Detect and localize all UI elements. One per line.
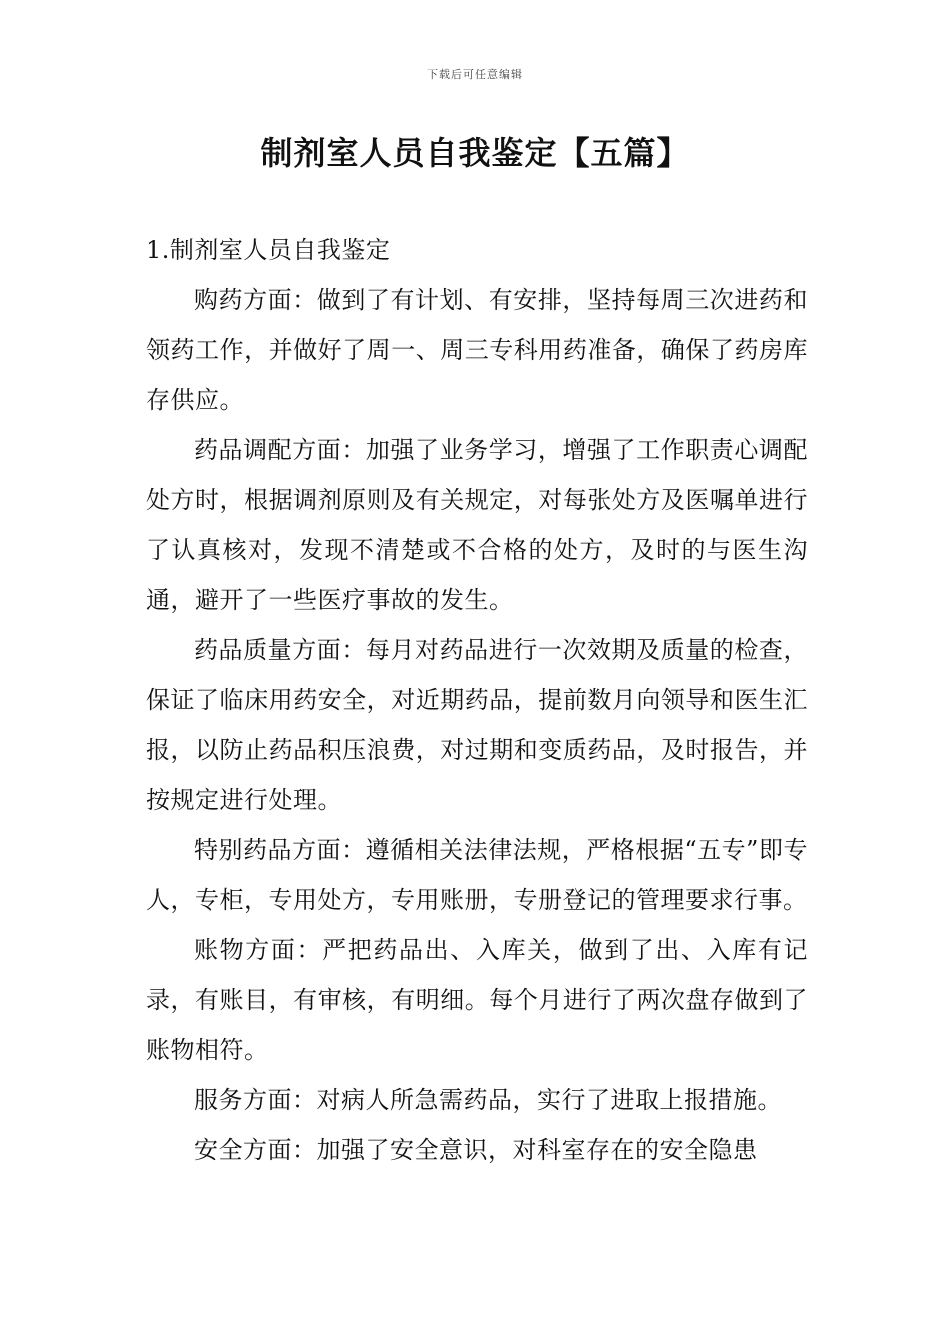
paragraph-purchasing: 购药方面：做到了有计划、有安排，坚持每周三次进药和领药工作，并做好了周一、周三专科用药准备，确保了药房库存供应。	[146, 286, 808, 414]
document-body	[146, 225, 808, 1175]
paragraph-service: 服务方面：对病人所急需药品，实行了进取上报措施。	[194, 1086, 782, 1114]
paragraph-dispensing: 药品调配方面：加强了业务学习，增强了工作职责心调配处方时，根据调剂原则及有关规定，对每张处方及医嘱单进行了认真核对，发现不清楚或不合格的处方，及时的与医生沟通，避开了一些医疗事故的发生。	[146, 436, 808, 614]
paragraph-quality: 药品质量方面：每月对药品进行一次效期及质量的检查，保证了临床用药安全，对近期药品，提前数月向领导和医生汇报，以防止药品积压浪费，对过期和变质药品，及时报告，并按规定进行处理。	[146, 636, 808, 814]
paragraph-safety: 安全方面：加强了安全意识，对科室存在的安全隐患	[194, 1136, 758, 1164]
section-heading: 1.制剂室人员自我鉴定	[146, 236, 391, 264]
document-title: 制剂室人员自我鉴定【五篇】	[260, 134, 690, 172]
header-note: 下载后可任意编辑	[427, 68, 523, 81]
paragraph-special-drugs: 特别药品方面：遵循相关法律法规，严格根据“五专”即专人，专柜，专用处方，专用账册，专册登记的管理要求行事。	[146, 836, 808, 914]
paragraph-accounts: 账物方面：严把药品出、入库关，做到了出、入库有记录，有账目，有审核，有明细。每个月进行了两次盘存做到了账物相符。	[146, 936, 808, 1064]
